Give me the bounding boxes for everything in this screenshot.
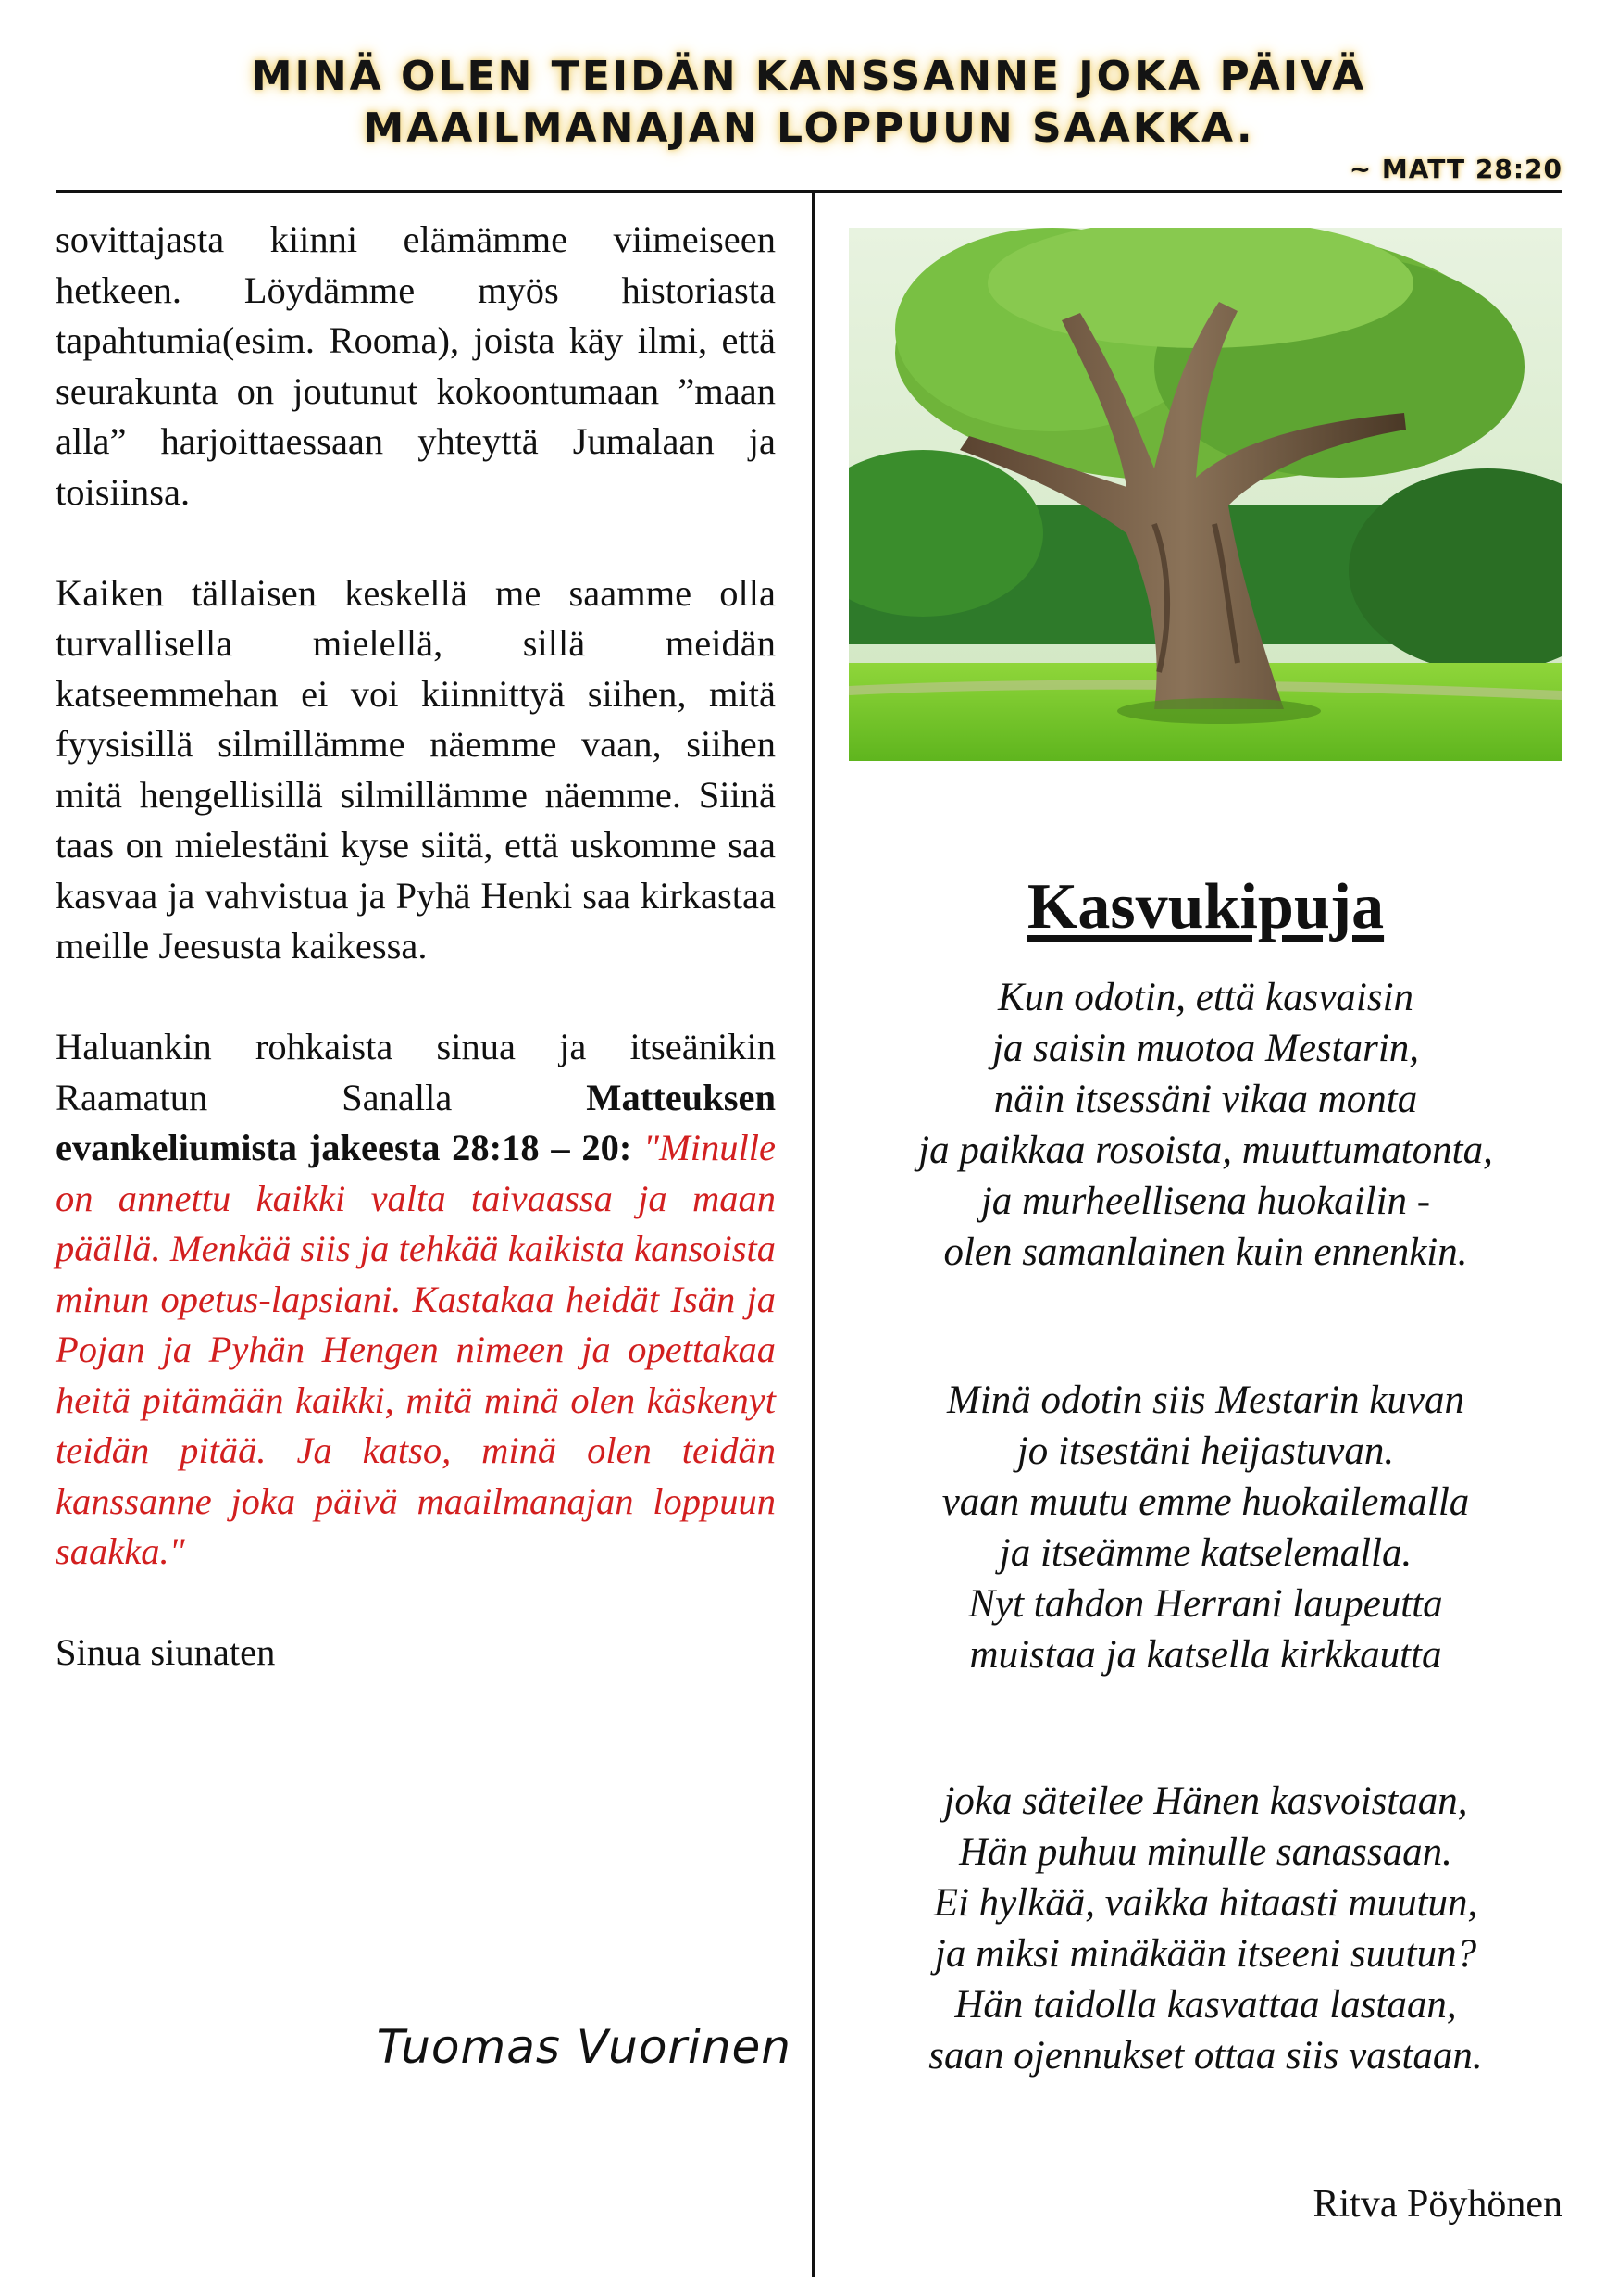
poem-line: joka säteilee Hänen kasvoistaan,: [943, 1779, 1468, 1823]
poem-line: Nyt tahdon Herrani laupeutta: [968, 1582, 1443, 1626]
poem-stanza-3: [849, 1776, 1562, 2081]
poem-line: vaan muutu emme huokailemalla: [941, 1480, 1470, 1524]
header-quote: [0, 51, 1618, 155]
poem-title: Kasvukipuja: [1027, 871, 1385, 942]
poem-stanza-2: [849, 1375, 1562, 1680]
poem-line: Hän puhuu minulle sanassaan.: [959, 1830, 1452, 1874]
header-quote-line-2: MAAILMANAJAN LOPPUUN SAAKKA.: [363, 105, 1255, 152]
poem-line: ja saisin muotoa Mestarin,: [991, 1027, 1420, 1070]
poem-author: Ritva Pöyhönen: [1313, 2183, 1562, 2226]
scripture-verse: "Minulle on annettu kaikki valta taivaassa ja maan päällä. Menkää siis ja tehkää kaikista kansoista minun opetus-lapsiani. Kastakaa heidät Isän ja Pojan ja Pyhän Hengen nimeen ja opettakaa heitä pitämään kaikki, mitä minä olen käskenyt teidän pitää. Ja katso, minä olen teidän kanssanne joka päivä maailmanajan loppuun saakka.": [56, 1127, 777, 1572]
closing-greeting: Sinua siunaten: [56, 1631, 276, 1673]
poem-stanza-1: [849, 972, 1562, 1278]
scripture-reference: Matteuksen evankeliumista jakeesta 28:18 – 20:: [56, 1076, 776, 1168]
poem-line: saan ojennukset ottaa siis vastaan.: [928, 2034, 1483, 2078]
poem-line: ja murheellisena huokailin -: [980, 1179, 1431, 1223]
poem-line: näin itsessäni vikaa monta: [993, 1078, 1418, 1121]
poem-line: jo itsestäni heijastuvan.: [1016, 1429, 1395, 1473]
header-divider: [56, 190, 1562, 193]
header-reference: ~ MATT 28:20: [1349, 154, 1562, 184]
column-divider: [812, 190, 815, 2277]
header-quote-line-1: MINÄ OLEN TEIDÄN KANSSANNE JOKA PÄIVÄ: [251, 53, 1367, 100]
poem-line: Minä odotin siis Mestarin kuvan: [947, 1379, 1464, 1422]
poem-line: ja paikkaa rosoista, muuttumatonta,: [918, 1129, 1493, 1172]
poem-line: ja itseämme katselemalla.: [999, 1531, 1413, 1575]
article-paragraph-3: [56, 1022, 776, 1578]
poem-line: Kun odotin, että kasvaisin: [997, 976, 1414, 1019]
article-paragraph-1: sovittajasta kiinni elämämme viimeiseen hetkeen. Löydämme myös historiasta tapahtumia(esim. Rooma), joista käy ilmi, että seurakunta on joutunut kokoontumaan ”maan alla” harjoittaessaan yhteyttä Jumalaan ja toisiinsa.: [56, 218, 776, 513]
author-signature: Tuomas Vuorinen: [376, 2020, 791, 2074]
poem-line: Hän taidolla kasvattaa lastaan,: [954, 1983, 1457, 2027]
article-column: [56, 215, 776, 1728]
poem-line: olen samanlainen kuin ennenkin.: [943, 1230, 1468, 1274]
poem-line: Ei hylkää, vaikka hitaasti muutun,: [933, 1881, 1478, 1925]
article-paragraph-2: Kaiken tällaisen keskellä me saamme olla turvallisella mielellä, sillä meidän katseemmehan ei voi kiinnittyä siihen, mitä fyysisillä silmillämme näemme vaan, siihen mitä hengellisillä silmillämme näemme. Siinä taas on mielestäni kyse siitä, että uskomme saa kasvaa ja vahvistua ja Pyhä Henki saa kirkastaa meille Jeesusta kaikessa.: [56, 571, 776, 967]
poem-line: ja miksi minäkään itseeni suutun?: [934, 1932, 1477, 1976]
article-paragraph-3-intro: Haluankin rohkaista sinua ja itseänikin Raamatun Sanalla: [56, 1026, 776, 1118]
tree-photo: [849, 228, 1562, 761]
poem-line: muistaa ja katsella kirkkautta: [969, 1633, 1442, 1677]
